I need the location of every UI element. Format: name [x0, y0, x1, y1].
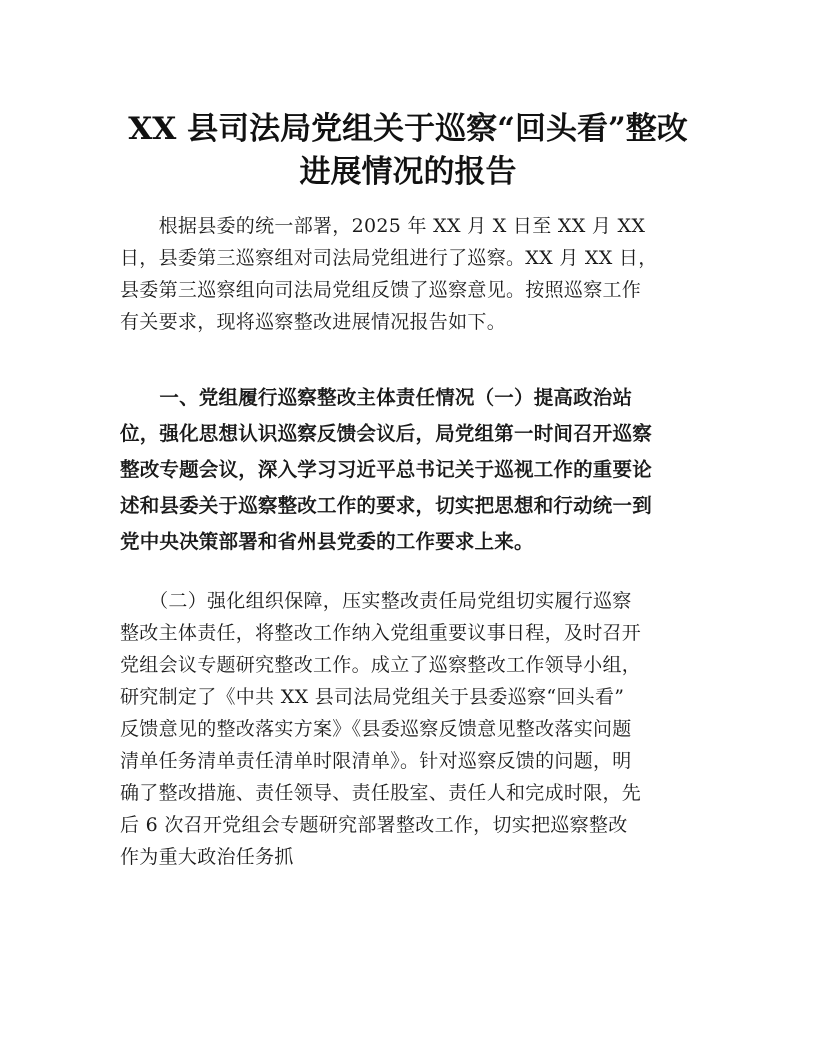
paragraph-line: 反馈意见的整改落实方案》《县委巡察反馈意见整改落实问题: [120, 718, 632, 740]
paragraph-section-two: [120, 585, 700, 873]
paragraph-line: 位，强化思想认识巡察反馈会议后，局党组第一时间召开巡察: [120, 422, 652, 445]
paragraph-line: 研究制定了《中共 XX 县司法局党组关于县委巡察“回头看”: [120, 686, 625, 708]
paragraph-line: 一、党组履行巡察整改主体责任情况（一）提高政治站: [120, 386, 633, 409]
paragraph-line: 根据县委的统一部署，2025 年 XX 月 X 日至 XX 月 XX: [120, 215, 646, 237]
title-line-1: XX 县司法局党组关于巡察“回头看”整改: [128, 111, 688, 147]
paragraph-line: 整改主体责任，将整改工作纳入党组重要议事日程，及时召开: [120, 622, 642, 644]
paragraph-line: 确了整改措施、责任领导、责任股室、责任人和完成时限，先: [120, 782, 642, 804]
paragraph-line: 作为重大政治任务抓: [120, 846, 294, 868]
paragraph-line: （二）强化组织保障，压实整改责任局党组切实履行巡察: [120, 590, 632, 612]
paragraph-line: 后 6 次召开党组会专题研究部署整改工作，切实把巡察整改: [120, 814, 628, 836]
paragraph-line: 述和县委关于巡察整改工作的要求，切实把思想和行动统一到: [120, 494, 652, 517]
title-line-2: 进展情况的报告: [299, 154, 517, 190]
paragraph-section-one: [120, 380, 700, 560]
paragraph-line: 党组会议专题研究整改工作。成立了巡察整改工作领导小组，: [120, 654, 642, 676]
paragraph-line: 日，县委第三巡察组对司法局党组进行了巡察。XX 月 XX 日，: [120, 247, 658, 269]
paragraph-line: 县委第三巡察组向司法局党组反馈了巡察意见。按照巡察工作: [120, 279, 642, 301]
paragraph-intro: [120, 210, 700, 338]
paragraph-line: 党中央决策部署和省州县党委的工作要求上来。: [120, 530, 534, 553]
document-title: [100, 108, 716, 194]
paragraph-line: 清单任务清单责任清单时限清单》。针对巡察反馈的问题，明: [120, 750, 632, 772]
paragraph-line: 整改专题会议，深入学习习近平总书记关于巡视工作的重要论: [120, 458, 652, 481]
paragraph-line: 有关要求，现将巡察整改进展情况报告如下。: [120, 311, 507, 333]
